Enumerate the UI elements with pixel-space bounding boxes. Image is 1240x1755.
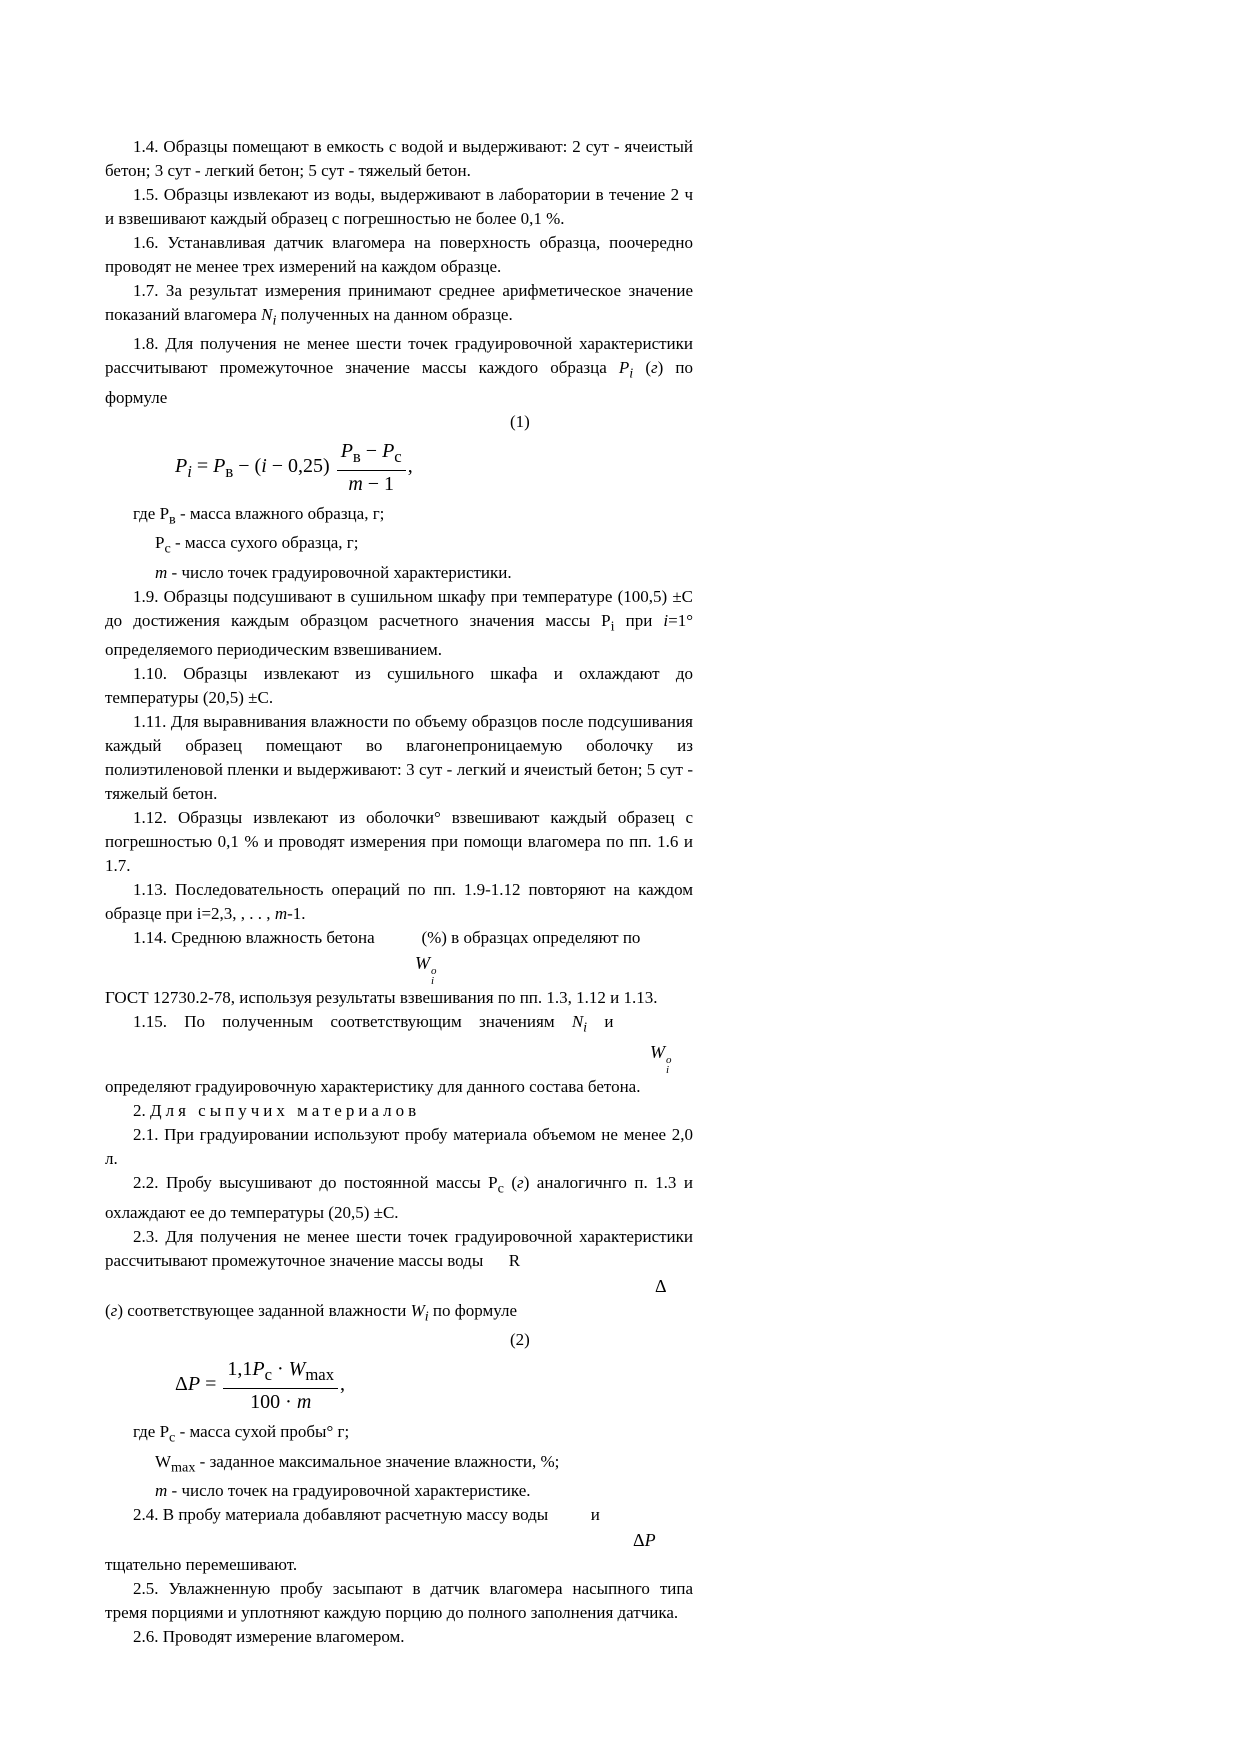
paragraph-1-13: 1.13. Последовательность операций по пп. 1.9-1.12 повторяют на каждом образце при i=2,3, , . . , m-1. — [105, 879, 693, 923]
paragraph-1-12: 1.12. Образцы извлекают из оболочки° взвешивают каждый образец с погрешностью 0,1 % и проводят измерения при помощи влагомера по пп. 1.6 и 1.7. — [105, 807, 693, 875]
formula-2: ΔP = $\frac{1,1P_с \cdot W_{max}}{100 \cdot m}$ , — [175, 1358, 346, 1414]
paragraph-2-2: 2.2. Пробу высушивают до постоянной массы $Р_с$ (г) аналогичнго п. 1.3 и охлаждают ее до температуры (20,5) ±С. — [105, 1173, 693, 1222]
paragraph-1-15-part1: 1.15. По полученным соответствующим значениям $N_i$ и — [133, 1011, 614, 1036]
paragraph-1-8: 1.8. Для получения не менее шести точек градуировочной характеристики рассчитывают промежуточное значение массы каждого образца $P_i$ (г) по формуле — [105, 334, 693, 407]
inline-formula-w-2: W o i — [650, 1042, 672, 1077]
inline-formula-w-1: W o i — [415, 952, 437, 987]
paragraph-1-7: 1.7. За результат измерения принимают среднее арифметическое значение показаний влагомера $N_i$ полученных на данном образце. — [105, 281, 693, 329]
paragraph-2-5: 2.5. Увлажненную пробу засыпают в датчик влагомера насыпного типа тремя порциями и уплотняют каждую порцию до полного заполнения датчика. — [105, 1578, 693, 1622]
where-list-1-item-pc: $Р_с$ - масса сухого образца, г; — [155, 533, 359, 557]
paragraph-1-6: 1.6. Устанавливая датчик влагомера на поверхность образца, поочередно проводят не менее трех измерений на каждом образце. — [105, 233, 693, 276]
paragraph-1-4: 1.4. Образцы помещают в емкость с водой и выдерживают: 2 сут - ячеистый бетон; 3 сут - легкий бетон; 5 сут - тяжелый бетон. — [105, 137, 693, 180]
where-list-2-item-pc: где $Р_с$ - масса сухой пробы° г; — [133, 1422, 350, 1446]
paragraph-1-14-part2: ГОСТ 12730.2-78, используя результаты взвешивания по пп. 1.3, 1.12 и 1.13. — [105, 987, 658, 1007]
paragraph-1-14-part1: 1.14. Среднюю влажность бетона (%) в образцах определяют по — [133, 927, 641, 947]
formula-1: $P_i = P_в - (i - 0,25)$ $\frac{P_в - P_с}{m - 1}$ , — [175, 439, 413, 495]
where-list-2-item-m: m - число точек на градуировочной характеристике. — [155, 1480, 531, 1500]
paragraph-1-15-part2: определяют градуировочную характеристику для данного состава бетона. — [105, 1077, 641, 1097]
where-list-2-item-wmax: $W_{max}$ - заданное максимальное значение влажности, %; — [155, 1451, 560, 1475]
where-list-1-item-m: m - число точек градуировочной характеристики. — [155, 562, 512, 582]
inline-formula-delta-p: ΔP — [633, 1529, 656, 1550]
paragraph-1-9: 1.9. Образцы подсушивают в сушильном шкафу при температуре (100,5) ±С до достижения каждым образцом расчетного значения массы $Р_i$ при i=1° определяемого периодическим взвешиванием. — [105, 586, 693, 659]
section-2-heading: 2. Для сыпучих материалов — [133, 1101, 421, 1121]
paragraph-1-5: 1.5. Образцы извлекают из воды, выдерживают в лаборатории в течение 2 ч и взвешивают каждый образец с погрешностью не более 0,1 %. — [105, 185, 693, 228]
paragraph-1-10: 1.10. Образцы извлекают из сушильного шкафа и охлаждают до температуры (20,5) ±С. — [105, 663, 693, 707]
inline-formula-delta: Δ — [655, 1275, 667, 1296]
paragraph-2-4-part2: тщательно перемешивают. — [105, 1554, 298, 1574]
where-list-1-item-pv: где $Р_в$ - масса влажного образца, г; — [133, 503, 385, 528]
paragraph-2-3-part1: 2.3. Для получения не менее шести точек градуировочной характеристики рассчитывают промежуточное значение массы воды R — [105, 1226, 693, 1270]
paragraph-1-11: 1.11. Для выравнивания влажности по объему образцов после подсушивания каждый образец помещают во влагонепроницаемую оболочку из полиэтиленовой пленки и выдерживают: 3 сут - легкий и ячеистый бетон; 5 сут - тяжелый бетон. — [105, 711, 693, 803]
document-page — [105, 135, 693, 1649]
formula-1-number: (1) — [510, 411, 530, 431]
paragraph-2-6: 2.6. Проводят измерение влагомером. — [133, 1626, 405, 1646]
formula-2-number: (2) — [510, 1330, 530, 1350]
paragraph-2-3-part2: (г) соответствующее заданной влажности $W_i$ по формуле — [105, 1300, 518, 1325]
paragraph-2-1: 2.1. При градуировании используют пробу материала объемом не менее 2,0 л. — [105, 1125, 693, 1169]
paragraph-2-4-part1: 2.4. В пробу материала добавляют расчетную массу воды и — [133, 1504, 600, 1524]
